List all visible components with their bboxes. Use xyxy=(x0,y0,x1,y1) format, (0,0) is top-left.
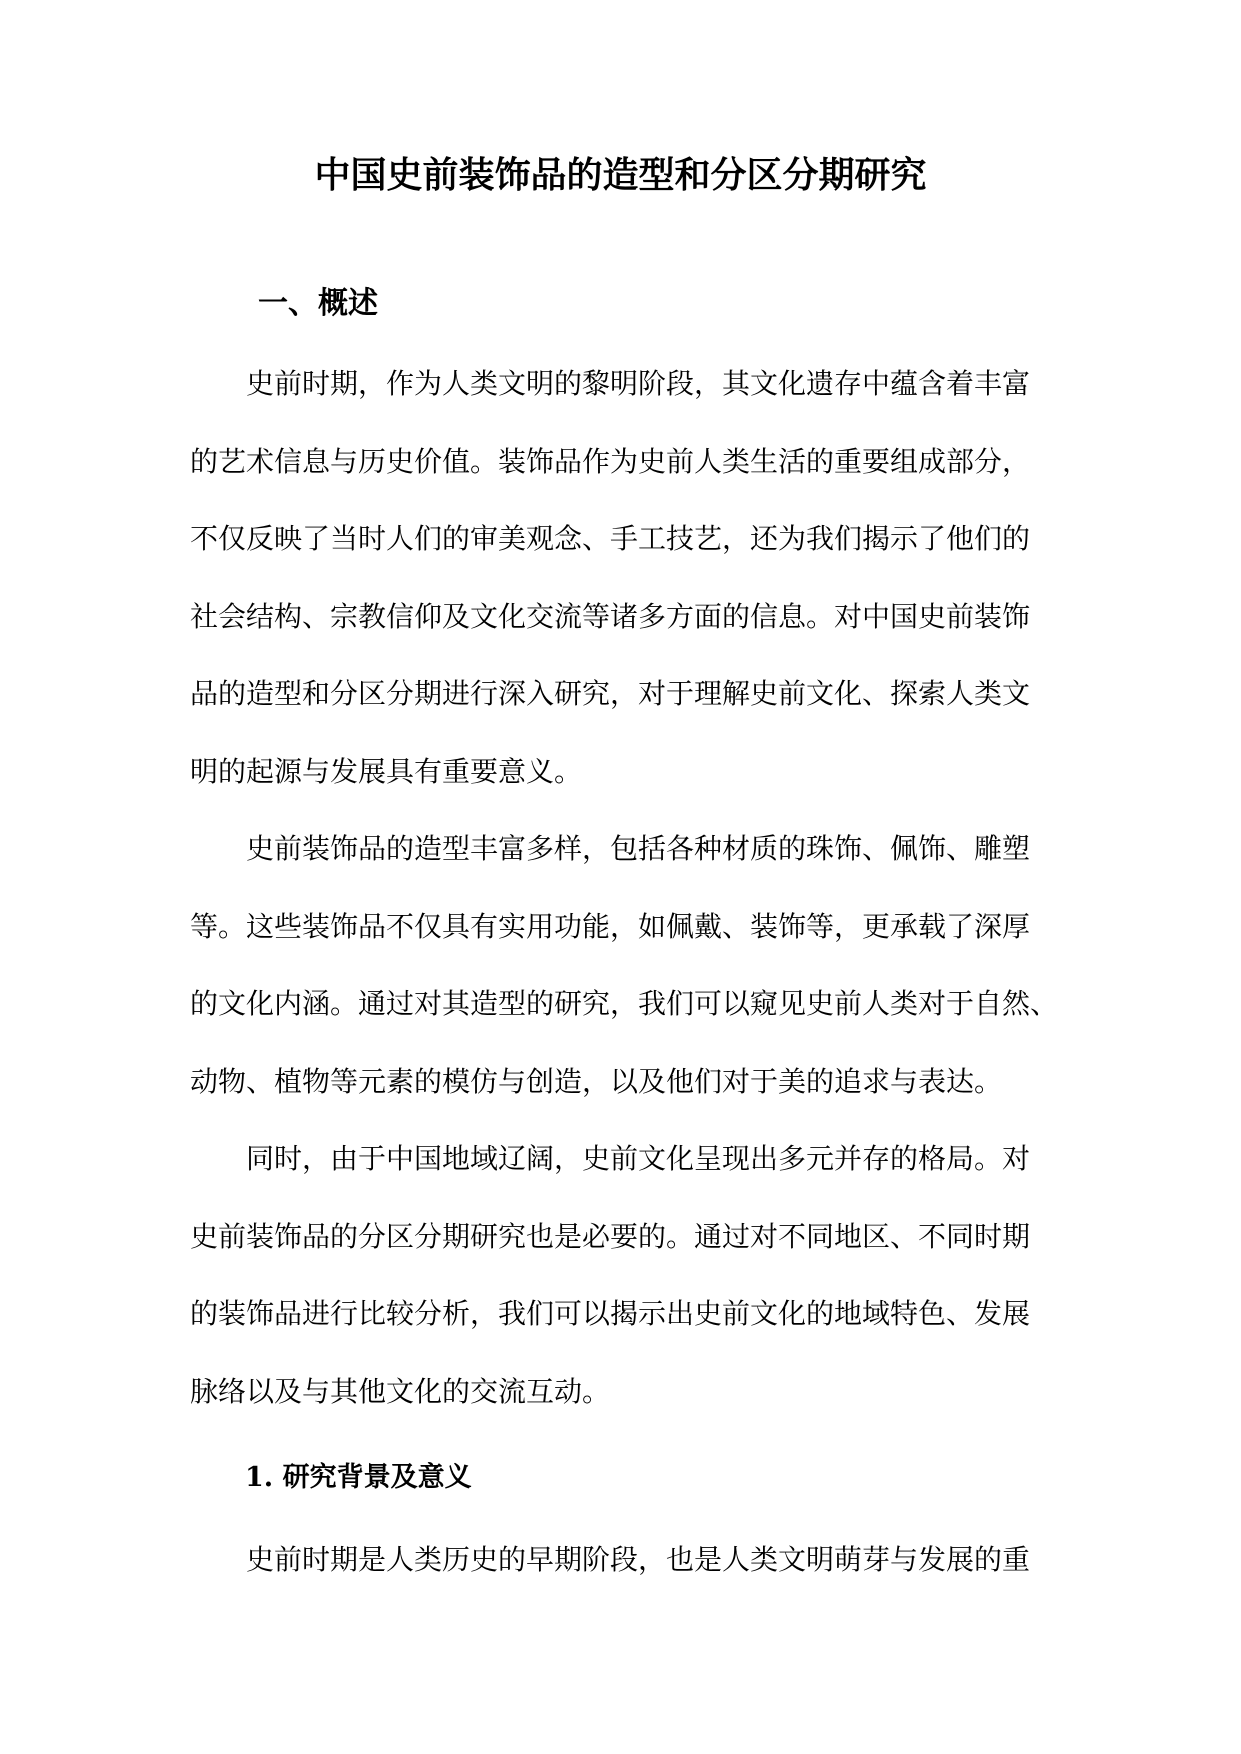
paragraph-line: 的文化内涵。通过对其造型的研究，我们可以窥见史前人类对于自然、 xyxy=(190,987,1059,1020)
paragraph-line: 社会结构、宗教信仰及文化交流等诸多方面的信息。对中国史前装饰 xyxy=(190,599,1031,633)
paragraph-line: 明的起源与发展具有重要意义。 xyxy=(190,754,583,788)
paragraph-line: 品的造型和分区分期进行深入研究，对于理解史前文化、探索人类文 xyxy=(190,677,1031,710)
paragraph-4 xyxy=(190,1538,1050,1616)
paragraph-2 xyxy=(190,827,1059,1137)
paragraph-line: 史前装饰品的造型丰富多样，包括各种材质的珠饰、佩饰、雕塑 xyxy=(246,832,1031,865)
paragraph-line: 的装饰品进行比较分析，我们可以揭示出史前文化的地域特色、发展 xyxy=(190,1297,1031,1330)
paragraph-1 xyxy=(190,362,1050,827)
paragraph-line: 不仅反映了当时人们的审美观念、手工技艺，还为我们揭示了他们的 xyxy=(190,522,1031,555)
paragraph-line: 脉络以及与其他文化的交流互动。 xyxy=(190,1374,611,1408)
paragraph-line: 等。这些装饰品不仅具有实用功能，如佩戴、装饰等，更承载了深厚 xyxy=(190,909,1031,943)
paragraph-line: 史前时期，作为人类文明的黎明阶段，其文化遗存中蕴含着丰富 xyxy=(246,367,1031,400)
subsection-heading: 1. 研究背景及意义 xyxy=(245,1462,472,1493)
section-heading: 一、概述 xyxy=(258,286,378,321)
paragraph-line: 史前时期是人类历史的早期阶段，也是人类文明萌芽与发展的重 xyxy=(246,1543,1031,1576)
paragraph-3 xyxy=(190,1137,1050,1447)
paragraph-line: 同时，由于中国地域辽阔，史前文化呈现出多元并存的格局。对 xyxy=(246,1142,1031,1175)
paragraph-line: 史前装饰品的分区分期研究也是必要的。通过对不同地区、不同时期 xyxy=(190,1219,1031,1253)
paragraph-line: 的艺术信息与历史价值。装饰品作为史前人类生活的重要组成部分， xyxy=(190,444,1031,478)
document-title: 中国史前装饰品的造型和分区分期研究 xyxy=(314,154,927,196)
paragraph-line: 动物、植物等元素的模仿与创造，以及他们对于美的追求与表达。 xyxy=(190,1064,1003,1098)
